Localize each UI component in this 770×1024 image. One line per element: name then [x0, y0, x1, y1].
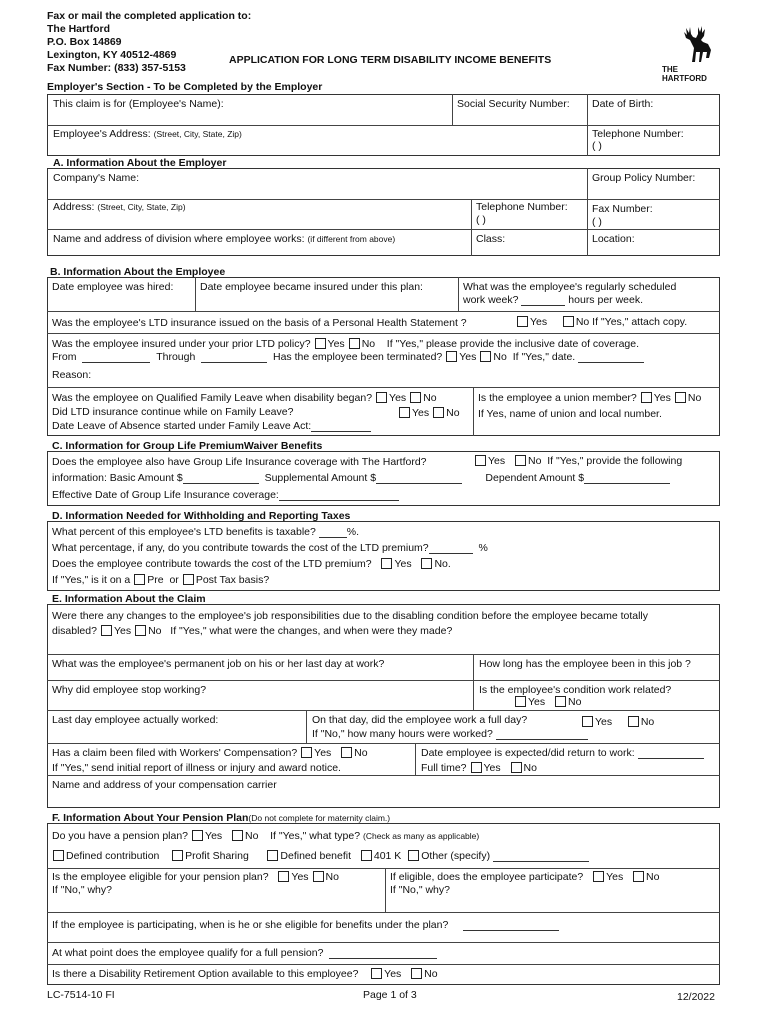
send-to-line: The Hartford [47, 23, 110, 35]
defined-benefit-checkbox[interactable] [267, 850, 278, 861]
life-coverage-question: Does the employee also have Group Life Insurance coverage with The Hartford? [52, 456, 427, 468]
prior-ltd-question: Was the employee insured under your prior LTD policy? Yes No If "Yes," please provide the inclusive date of coverage. [52, 338, 640, 350]
employee-address-label: Employee's Address: (Street, City, State, Zip) [53, 128, 242, 140]
participate-no-checkbox[interactable] [633, 871, 644, 882]
carrier-label: Name and address of your compensation carrier [52, 779, 277, 791]
union-no-checkbox[interactable] [675, 392, 686, 403]
eligible-question: Is the employee eligible for your pension plan? Yes No [52, 871, 339, 883]
job-changes-options: disabled? Yes No If "Yes," what were the changes, and when were they made? [52, 625, 453, 637]
fml-question: Was the employee on Qualified Family Leave when disability began? Yes No [52, 392, 437, 404]
full-day-options: Yes No [578, 716, 654, 728]
full-day-yes-checkbox[interactable] [582, 716, 593, 727]
contribute-question: What percentage, if any, do you contribute towards the cost of the LTD premium? % [52, 542, 488, 554]
retirement-no-checkbox[interactable] [411, 968, 422, 979]
group-policy-label: Group Policy Number: [592, 172, 696, 184]
prior-ltd-no-checkbox[interactable] [349, 338, 360, 349]
permanent-job-label: What was the employee's permanent job on his or her last day at work? [52, 658, 385, 670]
life-no-checkbox[interactable] [515, 455, 526, 466]
section-a-title: A. Information About the Employer [53, 157, 227, 169]
section-c-title: C. Information for Group Life PremiumWaiver Benefits [52, 440, 323, 452]
insured-date-label: Date employee became insured under this plan: [200, 281, 423, 293]
logo-text-hartford: HARTFORD [662, 74, 707, 83]
section-f-title: F. Information About Your Pension Plan(Do not complete for maternity claim.) [52, 812, 391, 824]
send-to-line: Lexington, KY 40512-4869 [47, 49, 177, 61]
section-f-box [47, 823, 720, 985]
full-day-question: On that day, did the employee work a full day? [312, 714, 528, 726]
work-week-hours: work week? hours per week. [463, 294, 644, 306]
reason-label: Reason: [52, 369, 92, 381]
why-stop-label: Why did employee stop working? [52, 684, 207, 696]
section-e-title: E. Information About the Claim [52, 593, 206, 605]
work-week-label: What was the employee's regularly scheduled [463, 281, 677, 293]
other-checkbox[interactable] [408, 850, 419, 861]
contribute-yes-checkbox[interactable] [381, 558, 392, 569]
ltd-continue-no-checkbox[interactable] [433, 407, 444, 418]
taxable-question: What percent of this employee's LTD benefits is taxable? %. [52, 526, 360, 538]
coverage-dates: From Through Has the employee been terminated? Yes No If "Yes," date. [52, 351, 644, 363]
phs-question: Was the employee's LTD insurance issued on the basis of a Personal Health Statement ? [52, 317, 467, 329]
location-label: Location: [592, 233, 635, 245]
eligible-no-checkbox[interactable] [313, 871, 324, 882]
division-label: Name and address of division where employee works: (if different from above) [53, 233, 396, 245]
disability-retirement-question: Is there a Disability Retirement Option available to this employee? Yes No [52, 968, 438, 980]
full-time-question: Full time? Yes No [421, 762, 537, 774]
participate-why-label: If "No," why? [390, 884, 450, 896]
effective-date: Effective Date of Group Life Insurance coverage: [52, 489, 399, 501]
send-to-line: Fax or mail the completed application to: [47, 10, 252, 22]
full-day-no-checkbox[interactable] [628, 716, 639, 727]
phs-yes-checkbox[interactable] [517, 316, 528, 327]
retirement-yes-checkbox[interactable] [371, 968, 382, 979]
phs-options: Yes No If "Yes," attach copy. [513, 316, 687, 328]
union-name-label: If Yes, name of union and local number. [478, 408, 662, 420]
form-id: LC-7514-10 FI [47, 989, 115, 1001]
401k-checkbox[interactable] [361, 850, 372, 861]
changes-yes-checkbox[interactable] [101, 625, 112, 636]
phone-parens: ( ) [592, 140, 602, 152]
dob-label: Date of Birth: [592, 98, 654, 110]
how-long-label: How long has the employee been in this job ? [479, 658, 691, 670]
tax-basis-question: If "Yes," is it on a Pre or Post Tax basis? [52, 574, 270, 586]
prior-ltd-yes-checkbox[interactable] [315, 338, 326, 349]
company-name-label: Company's Name: [53, 172, 140, 184]
eligible-why-label: If "No," why? [52, 884, 112, 896]
section-b-title: B. Information About the Employee [50, 266, 226, 278]
send-report-note: If "Yes," send initial report of illness or injury and award notice. [52, 762, 341, 774]
section-d-title: D. Information Needed for Withholding and Reporting Taxes [52, 510, 351, 522]
fml-yes-checkbox[interactable] [376, 392, 387, 403]
employee-contribute-question: Does the employee contribute towards the cost of the LTD premium? Yes No. [52, 558, 451, 570]
ltd-continue-options: Yes No [395, 407, 460, 419]
fml-no-checkbox[interactable] [410, 392, 421, 403]
hire-date-label: Date employee was hired: [52, 281, 174, 293]
fax-parens: ( ) [592, 216, 602, 228]
participate-question: If eligible, does the employee participate? Yes No [390, 871, 660, 883]
full-time-yes-checkbox[interactable] [471, 762, 482, 773]
ltd-continue-question: Did LTD insurance continue while on Family Leave? [52, 406, 294, 418]
employer-address-label: Address: (Street, City, State, Zip) [53, 201, 186, 213]
employer-phone-label: Telephone Number: [476, 201, 568, 213]
pension-no-checkbox[interactable] [232, 830, 243, 841]
stag-logo-icon [676, 22, 720, 66]
pension-types: Defined contribution Profit Sharing Defined benefit 401 K Other (specify) [49, 850, 589, 862]
pre-tax-checkbox[interactable] [134, 574, 145, 585]
union-question: Is the employee a union member? Yes No [478, 392, 702, 404]
post-tax-checkbox[interactable] [183, 574, 194, 585]
union-yes-checkbox[interactable] [641, 392, 652, 403]
eligible-yes-checkbox[interactable] [278, 871, 289, 882]
workers-comp-no-checkbox[interactable] [341, 747, 352, 758]
return-date-label: Date employee is expected/did return to work: [421, 747, 704, 759]
work-related-question: Is the employee's condition work related? [479, 684, 672, 696]
profit-sharing-checkbox[interactable] [172, 850, 183, 861]
last-day-label: Last day employee actually worked: [52, 714, 219, 726]
leave-date-label: Date Leave of Absence started under Family Leave Act: [52, 420, 371, 432]
terminated-no-checkbox[interactable] [480, 351, 491, 362]
pension-yes-checkbox[interactable] [192, 830, 203, 841]
work-related-no-checkbox[interactable] [555, 696, 566, 707]
life-yes-checkbox[interactable] [475, 455, 486, 466]
contribute-no-checkbox[interactable] [421, 558, 432, 569]
life-amounts: information: Basic Amount $ Supplemental Amount $ Dependent Amount $ [52, 472, 670, 484]
pension-plan-question: Do you have a pension plan? Yes No If "Yes," what type? (Check as many as applicable) [52, 830, 480, 842]
fax-label: Fax Number: [592, 203, 653, 215]
terminated-yes-checkbox[interactable] [446, 351, 457, 362]
phs-no-checkbox[interactable] [563, 316, 574, 327]
logo-text-the: THE [662, 65, 678, 74]
send-to-line: P.O. Box 14869 [47, 36, 122, 48]
phone-parens: ( ) [476, 214, 486, 226]
employee-phone-label: Telephone Number: [592, 128, 684, 140]
when-eligible-label: If the employee is participating, when is he or she eligible for benefits under the plan? [52, 919, 559, 931]
send-to-line: Fax Number: (833) 357-5153 [47, 62, 186, 74]
form-date: 12/2022 [677, 991, 715, 1003]
workers-comp-yes-checkbox[interactable] [301, 747, 312, 758]
class-label: Class: [476, 233, 506, 245]
life-coverage-options: Yes No If "Yes," provide the following [471, 455, 682, 467]
work-related-options: Yes No [511, 696, 581, 708]
full-pension-label: At what point does the employee qualify for a full pension? [52, 947, 437, 959]
employer-section-title: Employer's Section - To be Completed by the Employer [47, 81, 323, 93]
ssn-label: Social Security Number: [457, 98, 570, 110]
hours-worked-label: If "No," how many hours were worked? [312, 728, 588, 740]
form-title: APPLICATION FOR LONG TERM DISABILITY INCOME BENEFITS [229, 54, 552, 66]
job-changes-question: Were there any changes to the employee's job responsibilities due to the disabling condition before the employee became totally [52, 610, 649, 622]
participate-yes-checkbox[interactable] [593, 871, 604, 882]
workers-comp-question: Has a claim been filed with Workers' Compensation? Yes No [52, 747, 368, 759]
full-time-no-checkbox[interactable] [511, 762, 522, 773]
changes-no-checkbox[interactable] [135, 625, 146, 636]
claim-for-label: This claim is for (Employee's Name): [53, 98, 224, 110]
ltd-continue-yes-checkbox[interactable] [399, 407, 410, 418]
work-related-yes-checkbox[interactable] [515, 696, 526, 707]
defined-contribution-checkbox[interactable] [53, 850, 64, 861]
page-number: Page 1 of 3 [363, 989, 417, 1001]
